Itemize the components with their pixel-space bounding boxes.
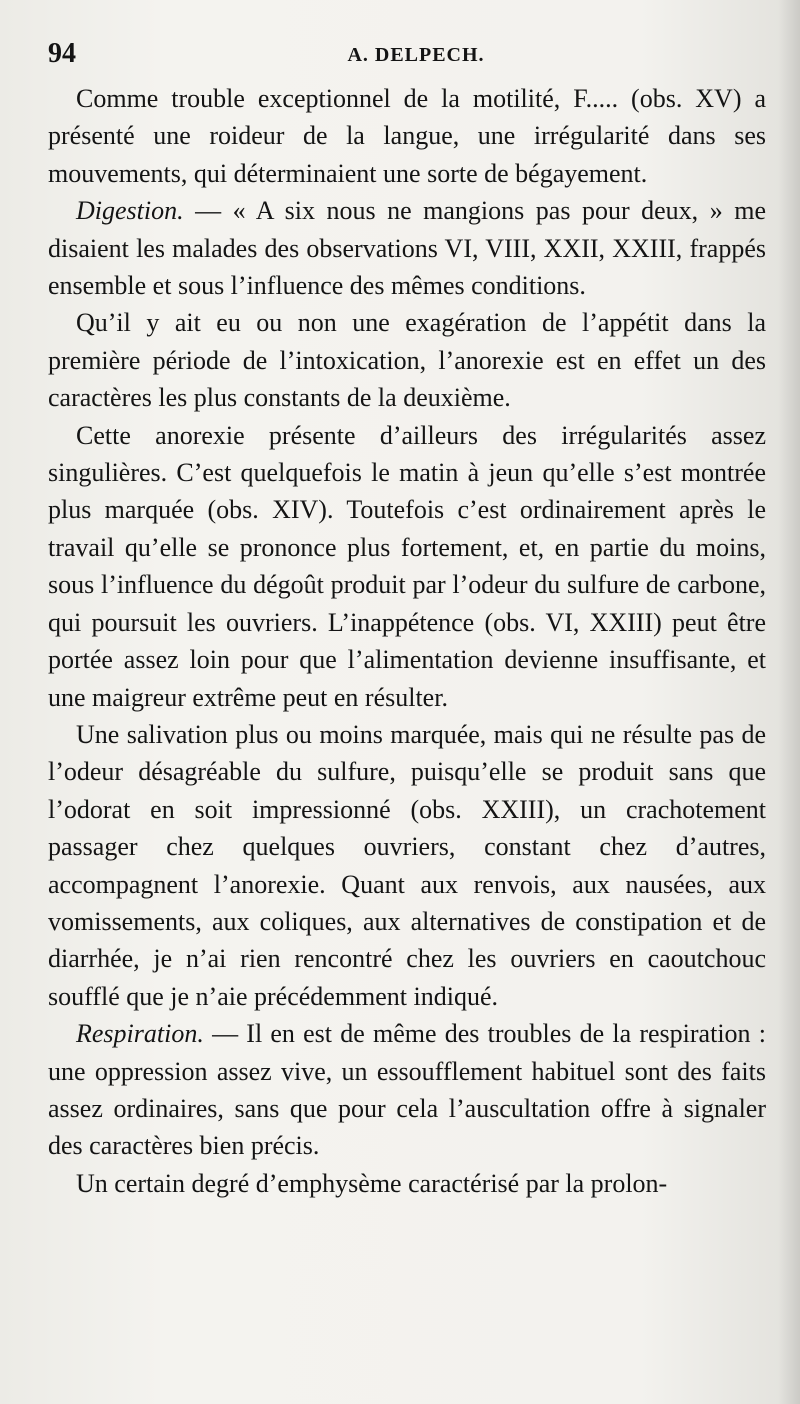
- paragraph-text: Comme trouble exceptionnel de la motilité, F..... (obs. XV) a présenté une roideur de la langue, une irrégularité dans ses mouvements, qui déterminaient une sorte de bégayement.: [48, 84, 766, 188]
- paragraph-salivation: [48, 716, 766, 1015]
- running-head: A. DELPECH.: [347, 44, 485, 66]
- paragraph-text: Une salivation plus ou moins marquée, mais qui ne résulte pas de l’odeur désagréable du sulfure, puisqu’elle se produit sans que l’odorat en soit impressionné (obs. XXIII), un crachotement passager chez quelques ouvriers, constant chez d’autres, accompagnent l’anorexie. Quant aux renvois, aux nausées, aux vomissements, aux coliques, aux alternatives de constipation et de diarrhée, je n’ai rien rencontré chez les ouvriers en caoutchouc soufflé que je n’aie précédemment indiqué.: [48, 719, 766, 1011]
- paragraph-text: — Il en est de même des troubles de la respiration : une oppression assez vive, un essoufflement habituel sont des faits assez ordinaires, sans que pour cela l’auscultation offre à signaler des caractères bien précis.: [48, 1019, 766, 1161]
- paragraph-emphysema: [48, 1165, 766, 1202]
- page-header: [48, 38, 760, 74]
- body-text: [48, 80, 766, 1202]
- paragraph-text: Un certain degré d’emphysème caractérisé par la prolon-: [76, 1168, 668, 1198]
- page-edge-shadow: [778, 0, 800, 1404]
- paragraph-motility: [48, 80, 766, 192]
- section-heading-digestion: Digestion.: [76, 196, 184, 226]
- paragraph-digestion: [48, 192, 766, 304]
- paragraph-respiration: [48, 1015, 766, 1165]
- section-heading-respiration: Respiration.: [76, 1019, 204, 1049]
- paragraph-text: Qu’il y ait eu ou non une exagération de l’appétit dans la première période de l’intoxication, l’anorexie est en effet un des caractères les plus constants de la deuxième.: [48, 308, 766, 413]
- paragraph-anorexia: [48, 417, 766, 716]
- paragraph-text: — « A six nous ne mangions pas pour deux, » me disaient les malades des observations VI, VIII, XXII, XXIII, frappés ensemble et sous l’influence des mêmes conditions.: [48, 196, 766, 301]
- page-number: 94: [48, 38, 76, 69]
- paragraph-text: Cette anorexie présente d’ailleurs des irrégularités assez singulières. C’est quelquefois le matin à jeun qu’elle s’est montrée plus marquée (obs. XIV). Toutefois c’est ordinairement après le travail qu’elle se prononce plus fortement, et, en partie du moins, sous l’influence du dégoût produit par l’odeur du sulfure de carbone, qui poursuit les ouvriers. L’inappétence (obs. VI, XXIII) peut être portée assez loin pour que l’alimentation devienne insuffisante, et une maigreur extrême peut en résulter.: [48, 420, 766, 712]
- paragraph-appetite: [48, 304, 766, 416]
